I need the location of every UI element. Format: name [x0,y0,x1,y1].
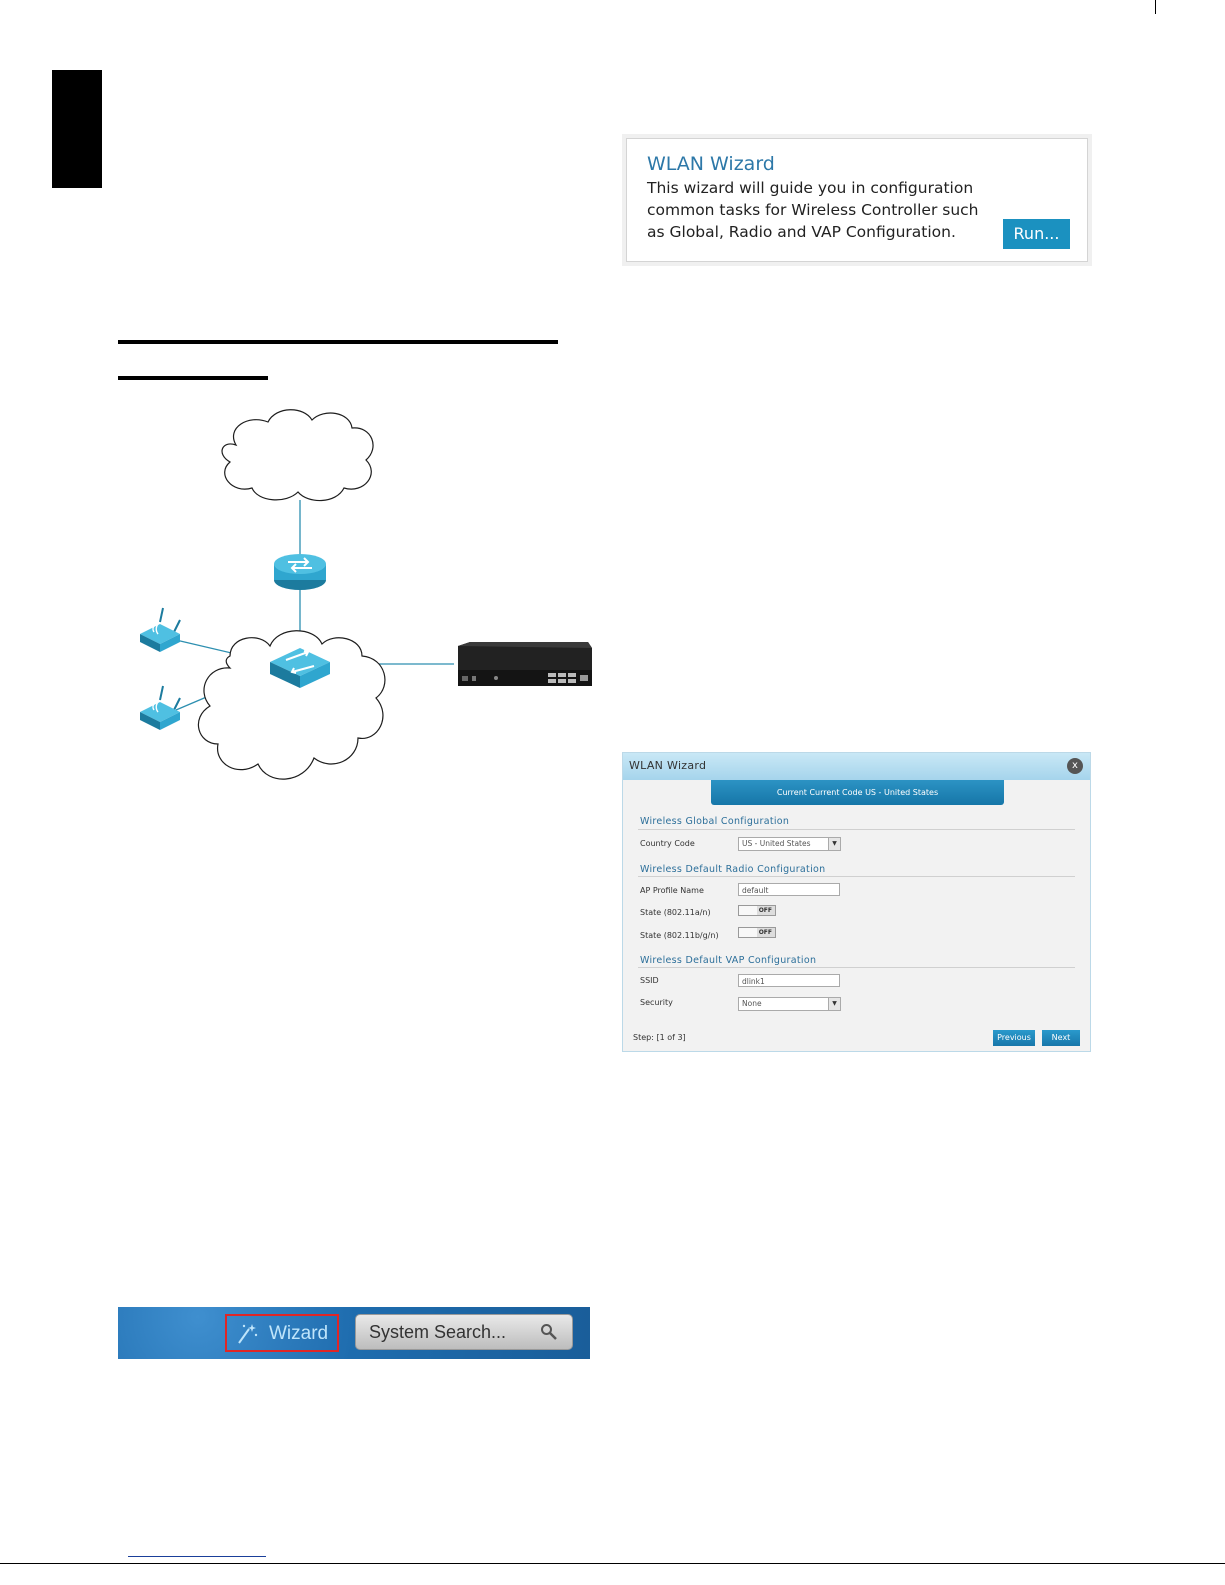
state-bgn-label: State (802.11b/g/n) [640,931,719,940]
magic-wand-icon [235,1322,259,1346]
country-code-select[interactable] [738,837,841,851]
wlan-wizard-card [622,134,1092,266]
step-indicator: Step: [1 of 3] [633,1033,686,1042]
internet-cloud [222,410,373,501]
section-title-radio: Wireless Default Radio Configuration [640,864,826,875]
wizard-link[interactable] [225,1314,339,1352]
dialog-header [623,753,1090,780]
ap-profile-label: AP Profile Name [640,886,704,895]
dialog-title: WLAN Wizard [629,759,707,772]
section-title-global: Wireless Global Configuration [640,816,790,827]
ap-profile-input[interactable]: default [738,883,840,896]
chevron-down-icon[interactable]: ▼ [828,998,840,1010]
chevron-down-icon[interactable]: ▼ [828,838,840,850]
access-point-icon [140,608,180,652]
state-an-toggle[interactable] [738,905,776,916]
top-rule [1155,0,1156,14]
router-icon [274,554,326,590]
footer-link-underline [128,1556,266,1557]
wizard-card-description: This wizard will guide you in configuration common tasks for Wireless Controller such as Global, Radio and VAP Configuration. [647,179,979,241]
run-wizard-button[interactable]: Run... [1003,219,1070,249]
heading-underline-short [118,376,268,380]
system-search-input[interactable] [355,1314,573,1350]
security-select[interactable] [738,997,841,1011]
section-divider [638,829,1075,830]
ssid-input[interactable]: dlink1 [738,974,840,987]
wireless-controller-device-icon [458,642,592,686]
header-toolbar [118,1307,590,1359]
access-point-icon [140,686,180,730]
section-divider [638,967,1075,968]
country-code-banner: Current Current Code US - United States [711,780,1004,805]
network-topology-diagram [118,400,598,800]
state-bgn-toggle[interactable] [738,927,776,938]
toggle-knob [739,906,757,915]
language-tab-marker [52,70,102,188]
footer-rule [0,1563,1225,1564]
next-button[interactable]: Next [1042,1030,1080,1046]
toggle-off-label: OFF [758,929,772,936]
heading-underline [118,340,558,344]
close-icon[interactable]: x [1067,758,1083,774]
wizard-link-label: Wizard [269,1323,329,1344]
toggle-off-label: OFF [758,907,772,914]
wizard-card-body [626,138,1088,262]
section-divider [638,876,1075,877]
toggle-knob [739,928,757,937]
security-label: Security [640,998,673,1007]
wizard-card-title: WLAN Wizard [647,153,775,175]
section-title-vap: Wireless Default VAP Configuration [640,955,817,966]
state-an-label: State (802.11a/n) [640,908,711,917]
country-code-value: US - United States [742,839,811,848]
security-value: None [742,999,762,1008]
search-icon[interactable] [540,1323,558,1341]
previous-button[interactable]: Previous [993,1030,1035,1046]
system-search-placeholder: System Search... [369,1322,507,1342]
ssid-label: SSID [640,976,659,985]
wlan-wizard-dialog [622,752,1091,1052]
country-code-label: Country Code [640,839,695,848]
